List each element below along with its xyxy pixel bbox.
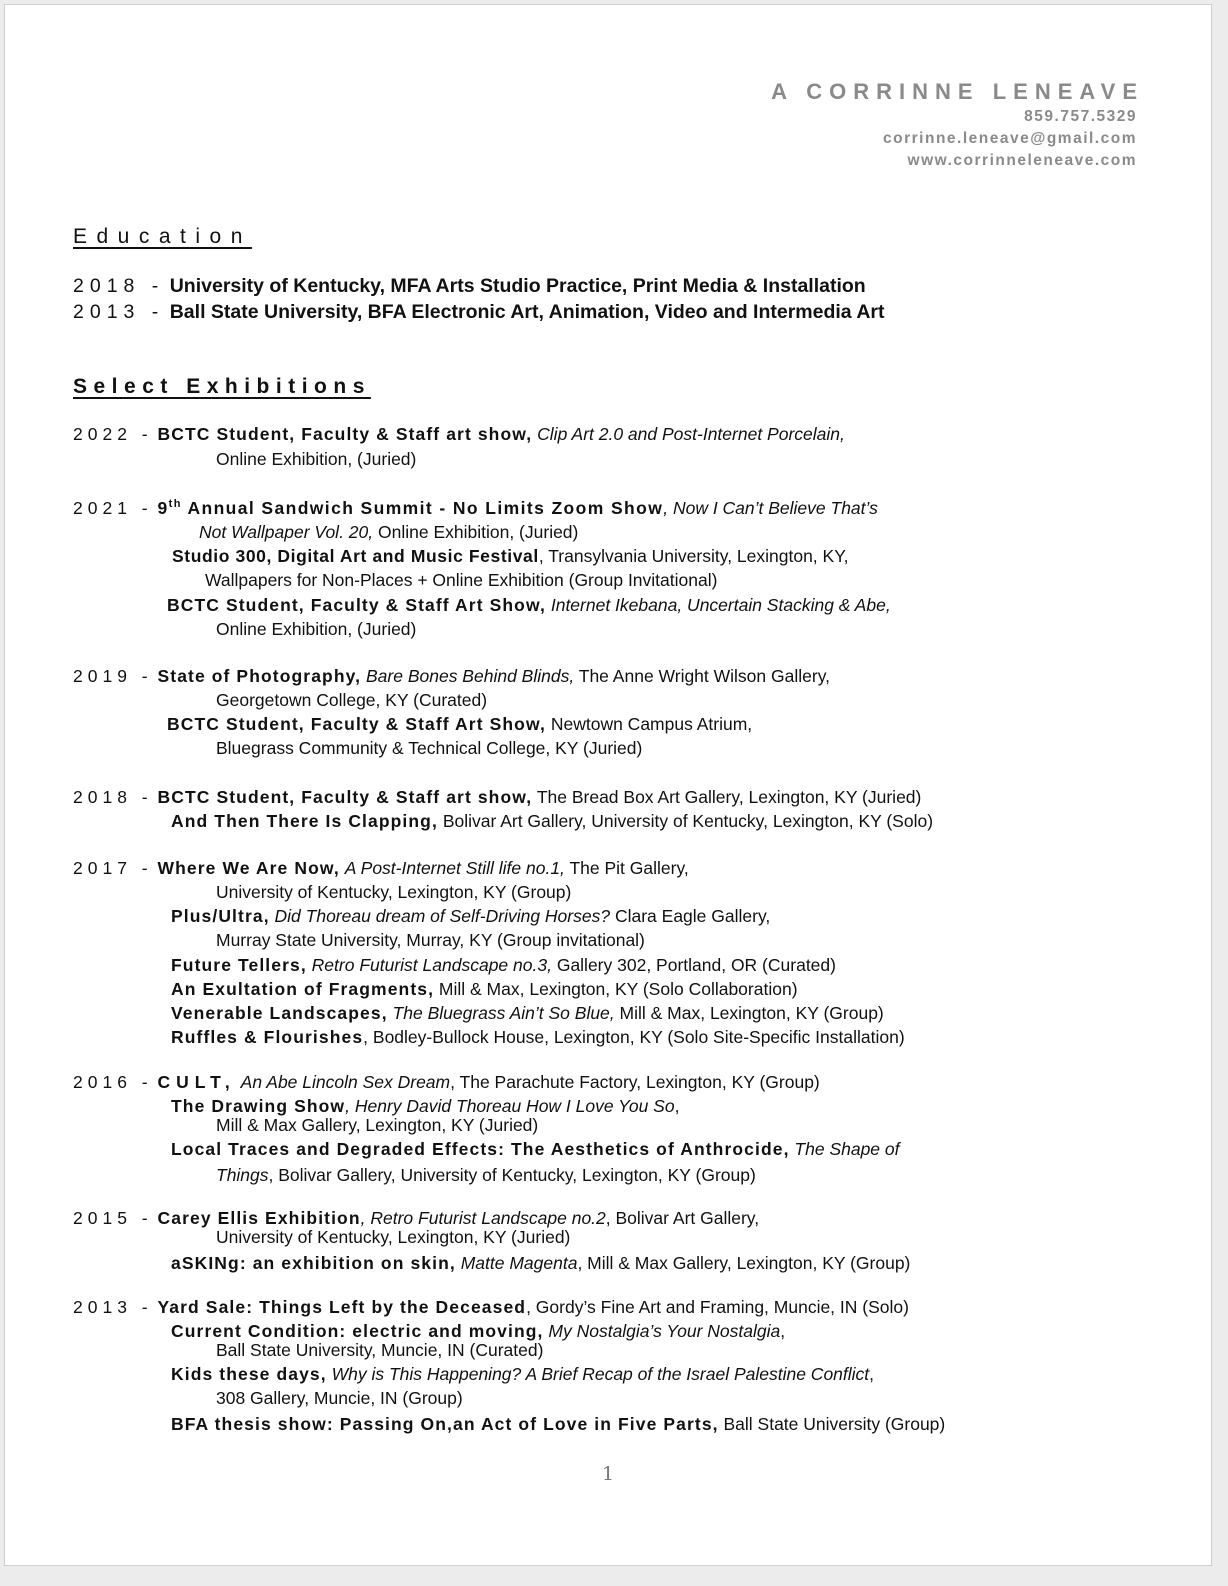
exhibition-work: The Shape of [794,1139,900,1159]
exhibition-detail: Online Exhibition, (Juried) [216,619,417,639]
exhibition-work: Why is This Happening? A Brief Recap of the Israel Palestine Conflict [331,1364,870,1384]
exhibition-title: Plus/Ultra, [171,906,270,926]
exhibition-title: Venerable Landscapes, [171,1003,388,1023]
exhibition-line: Venerable Landscapes, The Bluegrass Ain’t So Blue, Mill & Max, Lexington, KY (Group) [171,1003,884,1023]
exhibition-line: And Then There Is Clapping, Bolivar Art Gallery, University of Kentucky, Lexington, KY (Solo) [171,811,934,831]
exhibition-title: Local Traces and Degraded Effects: The Aesthetics of Anthrocide, [171,1139,790,1159]
exhibition-work: A Post-Internet Still life no.1, [344,858,565,878]
exhibition-work: Clip Art 2.0 and Post-Internet Porcelain, [537,424,845,444]
exhibition-title: Where We Are Now, [157,858,340,878]
exhibition-line: aSKINg: an exhibition on skin, Matte Magenta, Mill & Max Gallery, Lexington, KY (Group) [171,1253,911,1273]
exhibition-work: An Abe Lincoln Sex Dream [240,1072,451,1092]
exhibition-work: , Now I Can’t Believe That’s [663,498,878,518]
exhibitions-heading: Select Exhibitions [73,375,371,398]
exhibition-title: And Then There Is Clapping, [171,811,438,831]
exhibition-detail: Things, Bolivar Gallery, University of Kentucky, Lexington, KY (Group) [216,1165,756,1185]
exhibition-year: 2022 - [73,424,153,444]
exhibition-year: 2019 - [73,666,153,686]
exhibition-title: The Drawing Show [171,1096,346,1116]
website-url: www.corrinneleneave.com [907,152,1137,169]
exhibition-work: , Retro Futurist Landscape no.2 [360,1208,606,1228]
exhibition-detail: Murray State University, Murray, KY (Group invitational) [216,930,645,950]
exhibition-line: BFA thesis show: Passing On,an Act of Love in Five Parts, Ball State University (Group) [171,1414,946,1434]
exhibition-line: 2018 - BCTC Student, Faculty & Staff art show, The Bread Box Art Gallery, Lexington, KY (Juried) [73,787,922,807]
exhibition-line: BCTC Student, Faculty & Staff Art Show, Newtown Campus Atrium, [167,714,753,734]
exhibition-year: 2021 - [73,498,153,518]
exhibition-detail: Ball State University, Muncie, IN (Curated) [216,1340,544,1360]
exhibition-title: Studio 300, Digital Art and Music Festival [172,546,539,566]
exhibition-work: The Bluegrass Ain’t So Blue, [392,1003,615,1023]
exhibition-title: An Exultation of Fragments, [171,979,435,999]
exhibition-line: 2016 - CULT, An Abe Lincoln Sex Dream, The Parachute Factory, Lexington, KY (Group) [73,1072,820,1092]
exhibition-title: BCTC Student, Faculty & Staff Art Show, [167,714,546,734]
exhibition-line: Future Tellers, Retro Futurist Landscape no.3, Gallery 302, Portland, OR (Curated) [171,955,836,975]
exhibition-detail: Online Exhibition, (Juried) [216,449,417,469]
exhibition-title: BFA thesis show: Passing On,an Act of Love in Five Parts, [171,1414,719,1434]
exhibition-detail: Georgetown College, KY (Curated) [216,690,488,710]
education-year: 2018 - [73,275,165,297]
exhibition-line [171,1139,900,1160]
education-heading: Education [73,225,252,248]
education-year: 2013 - [73,301,165,323]
email-address: corrinne.leneave@gmail.com [883,130,1137,147]
exhibition-line: 2019 - State of Photography, Bare Bones Behind Blinds, The Anne Wright Wilson Gallery, [73,666,831,686]
exhibition-detail: Bluegrass Community & Technical College, KY (Juried) [216,738,643,758]
exhibition-work: My Nostalgia’s Your Nostalgia [548,1321,781,1341]
exhibition-work: Did Thoreau dream of Self-Driving Horses? [274,906,611,926]
exhibition-title: CULT, [157,1072,236,1092]
exhibition-detail: 308 Gallery, Muncie, IN (Group) [216,1388,463,1408]
exhibition-title: BCTC Student, Faculty & Staff art show, [157,424,533,444]
exhibition-line: Kids these days, Why is This Happening? A Brief Recap of the Israel Palestine Conflict, [171,1364,875,1384]
exhibition-line: Current Condition: electric and moving, My Nostalgia’s Your Nostalgia, [171,1321,786,1341]
resume-page [4,4,1212,1566]
exhibition-year: 2016 - [73,1072,153,1092]
exhibition-line: Studio 300, Digital Art and Music Festival, Transylvania University, Lexington, KY, [172,546,849,566]
exhibition-year: 2013 - [73,1297,153,1317]
education-degree: University of Kentucky, MFA Arts Studio Practice, Print Media & Installation [169,275,866,297]
exhibition-year: 2018 - [73,787,153,807]
exhibition-title: BCTC Student, Faculty & Staff Art Show, [167,595,546,615]
education-item [73,275,866,298]
exhibition-line [73,424,845,445]
exhibition-title: aSKINg: an exhibition on skin, [171,1253,456,1273]
exhibition-detail: Mill & Max Gallery, Lexington, KY (Juried) [216,1115,539,1135]
exhibition-title: Ruffles & Flourishes [171,1027,364,1047]
page-number: 1 [601,1463,615,1485]
education-item [73,301,885,324]
exhibition-work: Retro Futurist Landscape no.3, [311,955,552,975]
exhibition-line: 2015 - Carey Ellis Exhibition, Retro Futurist Landscape no.2, Bolivar Art Gallery, [73,1208,760,1228]
exhibition-line: An Exultation of Fragments, Mill & Max, Lexington, KY (Solo Collaboration) [171,979,798,999]
exhibition-line [73,498,878,519]
exhibition-title: State of Photography, [157,666,362,686]
exhibition-line: 2017 - Where We Are Now, A Post-Internet Still life no.1, The Pit Gallery, [73,858,689,878]
exhibition-year: 2017 - [73,858,153,878]
exhibition-work: Bare Bones Behind Blinds, [366,666,575,686]
exhibition-detail: University of Kentucky, Lexington, KY (Juried) [216,1227,571,1247]
exhibition-detail: Wallpapers for Non-Places + Online Exhibition (Group Invitational) [205,570,718,590]
exhibition-title: Current Condition: electric and moving, [171,1321,544,1341]
exhibition-title: BCTC Student, Faculty & Staff art show, [157,787,533,807]
exhibition-work: Internet Ikebana, Uncertain Stacking & Abe, [550,595,891,615]
resume-name: A CORRINNE LENEAVE [771,79,1144,104]
exhibition-year: 2015 - [73,1208,153,1228]
exhibition-title: 9th Annual Sandwich Summit - No Limits Zoom Show [157,498,664,518]
exhibition-detail: University of Kentucky, Lexington, KY (Group) [216,882,572,902]
exhibition-title: Yard Sale: Things Left by the Deceased [157,1297,527,1317]
exhibition-line [167,595,891,616]
exhibition-line: The Drawing Show, Henry David Thoreau How I Love You So, [171,1096,680,1116]
exhibition-title: Carey Ellis Exhibition [157,1208,361,1228]
exhibition-work: , Henry David Thoreau How I Love You So [345,1096,675,1116]
exhibition-line: Plus/Ultra, Did Thoreau dream of Self-Driving Horses? Clara Eagle Gallery, [171,906,771,926]
exhibition-detail: Not Wallpaper Vol. 20, Online Exhibition, (Juried) [199,522,579,542]
exhibition-title: Kids these days, [171,1364,327,1384]
exhibition-title: Future Tellers, [171,955,307,975]
exhibition-line: 2013 - Yard Sale: Things Left by the Deceased, Gordy’s Fine Art and Framing, Muncie, IN (Solo) [73,1297,909,1317]
education-degree: Ball State University, BFA Electronic Art, Animation, Video and Intermedia Art [169,301,885,323]
exhibition-work: Matte Magenta [460,1253,578,1273]
phone-number: 859.757.5329 [1024,108,1137,125]
exhibition-line: Ruffles & Flourishes, Bodley-Bullock House, Lexington, KY (Solo Site-Specific Installation) [171,1027,905,1047]
